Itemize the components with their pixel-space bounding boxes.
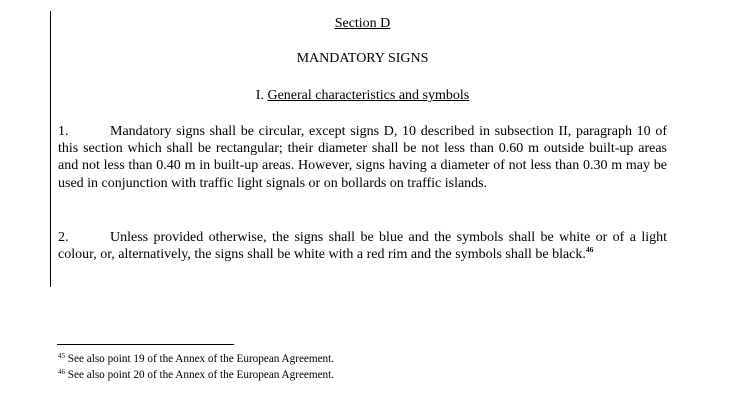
footnote-text: See also point 19 of the Annex of the European Agreement.	[67, 353, 335, 365]
footnote-marker: 45	[58, 352, 65, 360]
paragraph-number: 2.	[58, 230, 69, 245]
paragraph-2	[58, 229, 667, 263]
footnote-text: See also point 20 of the Annex of the European Agreement.	[67, 369, 335, 381]
paragraph-text: Unless provided otherwise, the signs shall be blue and the symbols shall be white or of a light colour, or, alternatively, the signs shall be white with a red rim and the symbols shall be black.	[58, 230, 667, 263]
paragraph-1	[58, 123, 667, 192]
subsection-number: I.	[255, 88, 264, 103]
paragraph-text: Mandatory signs shall be circular, except signs D, 10 described in subsection II, paragraph 10 of this section which shall be rectangular; their diameter shall be not less than 0.60 m outside built-up areas and not less than 0.40 m in built-up areas. However, signs having a diameter of not less than 0.30 m may be used in conjunction with traffic light signals or on bollards on traffic islands.	[58, 124, 667, 191]
section-label: Section D	[334, 16, 391, 31]
paragraph-number: 1.	[58, 124, 69, 139]
footnote-divider	[57, 344, 234, 345]
subsection-title: General characteristics and symbols	[267, 88, 470, 103]
page-title: MANDATORY SIGNS	[296, 51, 429, 66]
footnote-marker: 46	[58, 368, 65, 376]
footnote-46	[58, 368, 334, 382]
footnote-reference: 46	[585, 245, 594, 255]
subsection-heading	[0, 87, 725, 105]
footnote-45	[58, 352, 334, 366]
